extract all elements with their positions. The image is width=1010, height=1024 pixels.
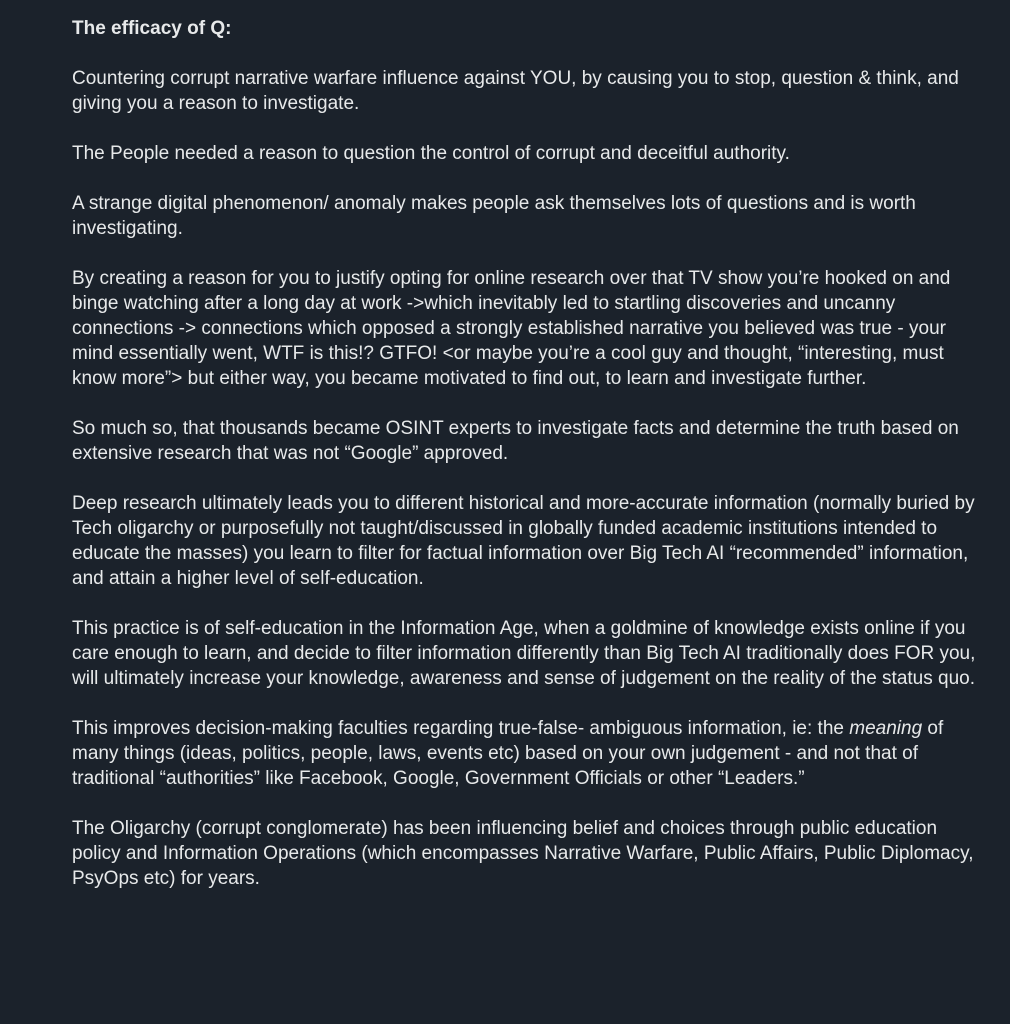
- paragraph-8-text-start: This improves decision-making faculties regarding true-false- ambiguous information, ie: the: [72, 718, 850, 739]
- post-title: The efficacy of Q:: [72, 18, 232, 39]
- paragraph-7: This practice is of self-education in the Information Age, when a goldmine of knowledge exists online if you care enough to learn, and decide to filter information differently than Big Tech AI traditionally does FOR you, will ultimately increase your knowledge, awareness and sense of judgement on the reality of the status quo.: [72, 618, 976, 689]
- paragraph-5: So much so, that thousands became OSINT experts to investigate facts and determine the truth based on extensive research that was not “Google” approved.: [72, 418, 959, 464]
- post-body: [72, 16, 982, 916]
- paragraph-3: A strange digital phenomenon/ anomaly makes people ask themselves lots of questions and is worth investigating.: [72, 193, 916, 239]
- paragraph-1: Countering corrupt narrative warfare influence against YOU, by causing you to stop, question & think, and giving you a reason to investigate.: [72, 68, 959, 114]
- paragraph-9: The Oligarchy (corrupt conglomerate) has been influencing belief and choices through public education policy and Information Operations (which encompasses Narrative Warfare, Public Affairs, Public Diplomacy, PsyOps etc) for years.: [72, 818, 974, 889]
- paragraph-4: By creating a reason for you to justify opting for online research over that TV show you’re hooked on and binge watching after a long day at work ->which inevitably led to startling discoveries and uncanny connections -> connections which opposed a strongly established narrative you believed was true - your mind essentially went, WTF is this!? GTFO! <or maybe you’re a cool guy and thought, “interesting, must know more”> but either way, you became motivated to find out, to learn and investigate further.: [72, 268, 951, 389]
- paragraph-2: The People needed a reason to question the control of corrupt and deceitful authority.: [72, 143, 790, 164]
- paragraph-8-text-end: of many things (ideas, politics, people, laws, events etc) based on your own judgement - and not that of traditional “authorities” like Facebook, Google, Government Officials or other “Leaders.”: [72, 718, 944, 789]
- paragraph-8: [72, 716, 982, 791]
- paragraph-8-emphasis: meaning: [849, 718, 923, 739]
- paragraph-6: Deep research ultimately leads you to different historical and more-accurate information (normally buried by Tech oligarchy or purposefully not taught/discussed in globally funded academic institutions intended to educate the masses) you learn to filter for factual information over Big Tech AI “recommended” information, and attain a higher level of self-education.: [72, 493, 975, 589]
